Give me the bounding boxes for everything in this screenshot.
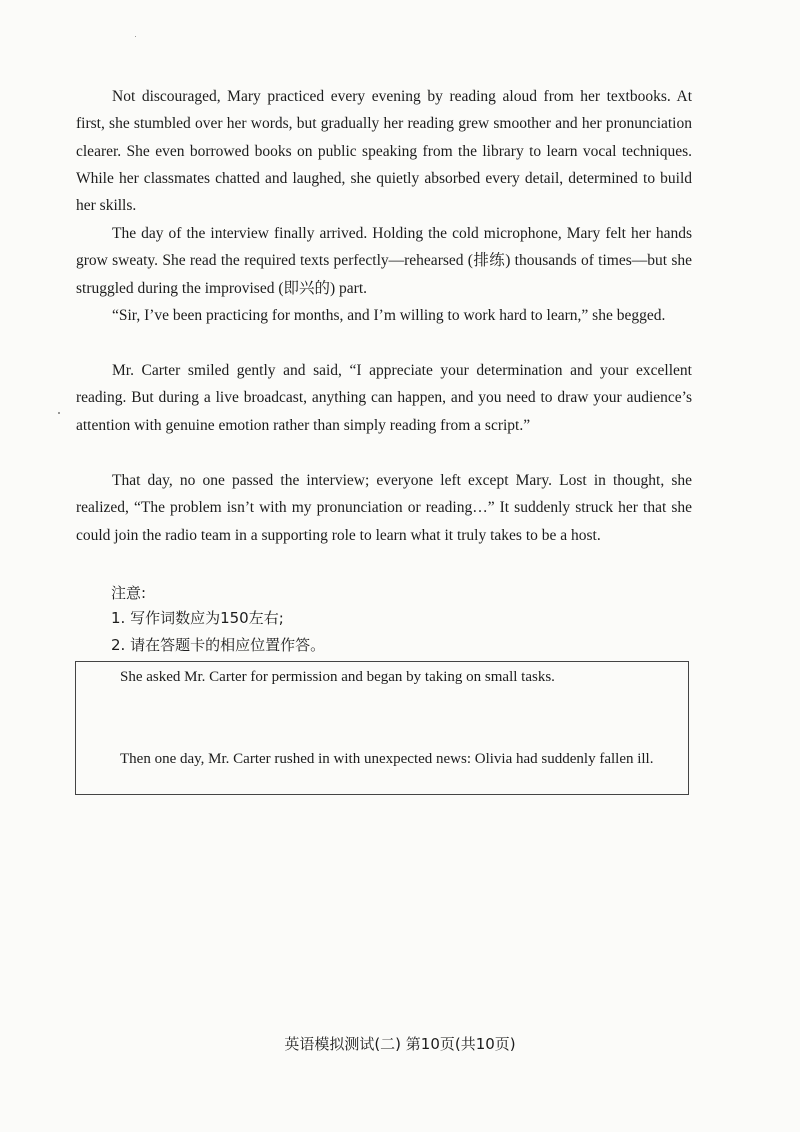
- paragraph-1: Not discouraged, Mary practiced every evening by reading aloud from her textbooks. At first, she stumbled over her words, but gradually her reading grew smoother and her pronunciation clearer. She even borrowed books on public speaking from the library to learn vocal techniques. While her classmates chatted and laughed, she quietly absorbed every detail, determined to build her skills.: [76, 88, 692, 215]
- answer-box: [75, 661, 689, 795]
- paragraph-3: “Sir, I’ve been practicing for months, and I’m willing to work hard to learn,” she begged.: [112, 307, 666, 324]
- answer-prompt-2: Then one day, Mr. Carter rushed in with unexpected news: Olivia had suddenly fallen ill.: [120, 751, 654, 767]
- paragraph-5: That day, no one passed the interview; everyone left except Mary. Lost in thought, she realized, “The problem isn’t with my pronunciation or reading…” It suddenly struck her that she could join the radio team in a supporting role to learn what it truly takes to be a host.: [76, 472, 692, 544]
- answer-prompt-1: She asked Mr. Carter for permission and began by taking on small tasks.: [120, 669, 555, 685]
- paragraph-2: The day of the interview finally arrived. Holding the cold microphone, Mary felt her hands grow sweaty. She read the required texts perfectly—rehearsed (排练) thousands of times—but she struggled during the improvised (即兴的) part.: [76, 225, 692, 297]
- scan-speck: [135, 36, 136, 37]
- scan-speck: [58, 412, 60, 414]
- note-item-2: 2. 请在答题卡的相应位置作答。: [111, 636, 326, 654]
- notes-heading: 注意:: [111, 584, 147, 602]
- paragraph-4: Mr. Carter smiled gently and said, “I appreciate your determination and your excellent reading. But during a live broadcast, anything can happen, and you need to draw your audience’s attention with genuine emotion rather than simply reading from a script.”: [76, 362, 692, 434]
- page-footer: 英语模拟测试(二) 第10页(共10页): [284, 1035, 516, 1053]
- note-item-1: 1. 写作词数应为150左右;: [111, 609, 284, 627]
